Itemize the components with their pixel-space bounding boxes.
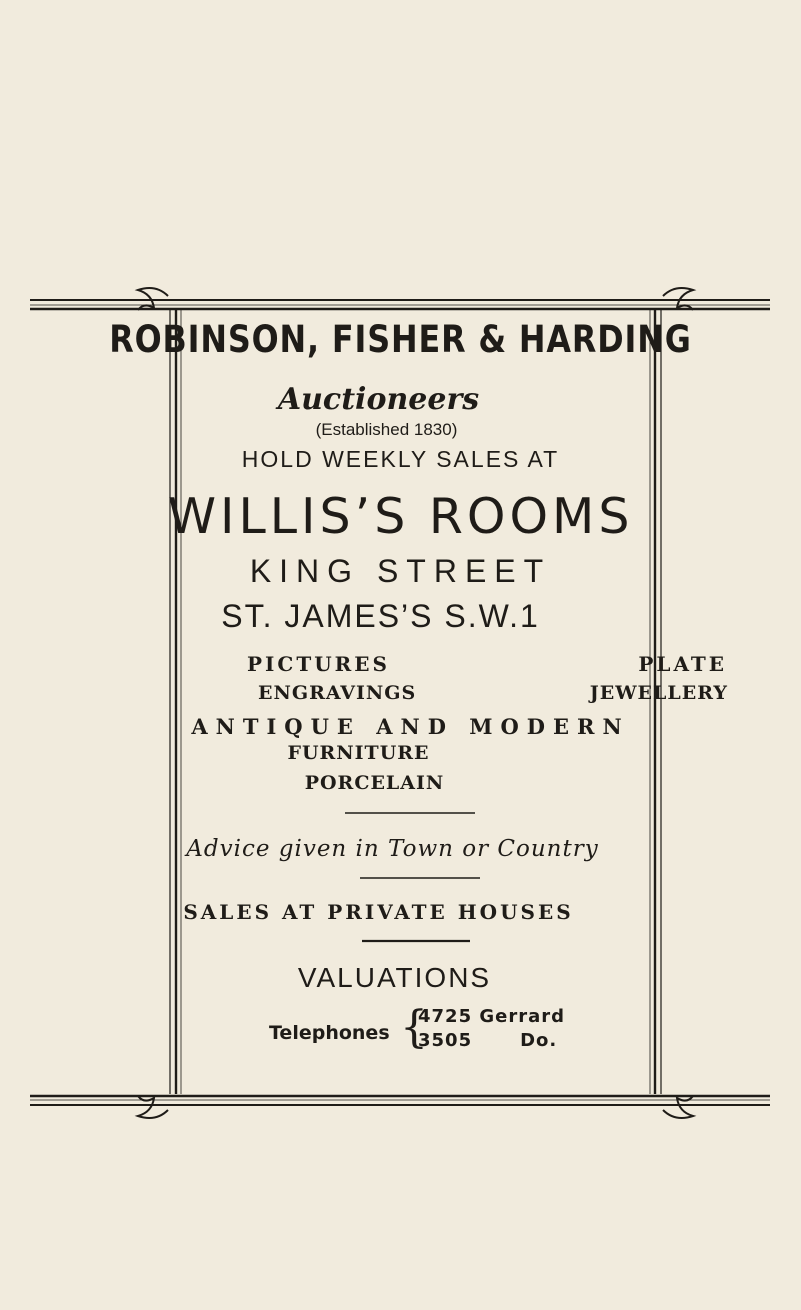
- goods-furniture: FURNITURE: [287, 742, 430, 764]
- venue-name: WILLIS’S ROOMS: [167, 488, 634, 545]
- telephones-label: Telephones: [269, 1022, 390, 1044]
- telephone-2-number: 3505: [418, 1030, 473, 1051]
- telephone-line-1: [418, 1006, 565, 1027]
- telephone-2-exchange: Do.: [520, 1030, 558, 1051]
- role-heading: Auctioneers: [277, 382, 480, 417]
- goods-porcelain: PORCELAIN: [304, 772, 445, 794]
- established-note: (Established 1830): [315, 420, 458, 439]
- firm-name: ROBINSON, FISHER & HARDING: [109, 318, 692, 361]
- goods-antique-line: ANTIQUE AND MODERN: [191, 714, 630, 739]
- telephone-line-2: [418, 1030, 557, 1051]
- district-name: ST. JAMES’S S.W.1: [221, 598, 540, 634]
- goods-engravings: ENGRAVINGS: [258, 682, 417, 704]
- hold-sales-line: HOLD WEEKLY SALES AT: [241, 446, 560, 472]
- telephone-1-exchange: Gerrard: [479, 1006, 566, 1027]
- goods-pictures: PICTURES: [247, 652, 390, 676]
- goods-jewellery: JEWELLERY: [589, 682, 728, 704]
- goods-plate: PLATE: [638, 652, 727, 676]
- telephone-brace: {: [400, 1002, 428, 1053]
- street-name: KING STREET: [249, 553, 552, 589]
- advice-line: Advice given in Town or Country: [186, 836, 599, 862]
- private-sales-line: SALES AT PRIVATE HOUSES: [183, 900, 574, 924]
- telephone-1-number: 4725: [418, 1006, 473, 1027]
- valuations-line: VALUATIONS: [297, 962, 492, 993]
